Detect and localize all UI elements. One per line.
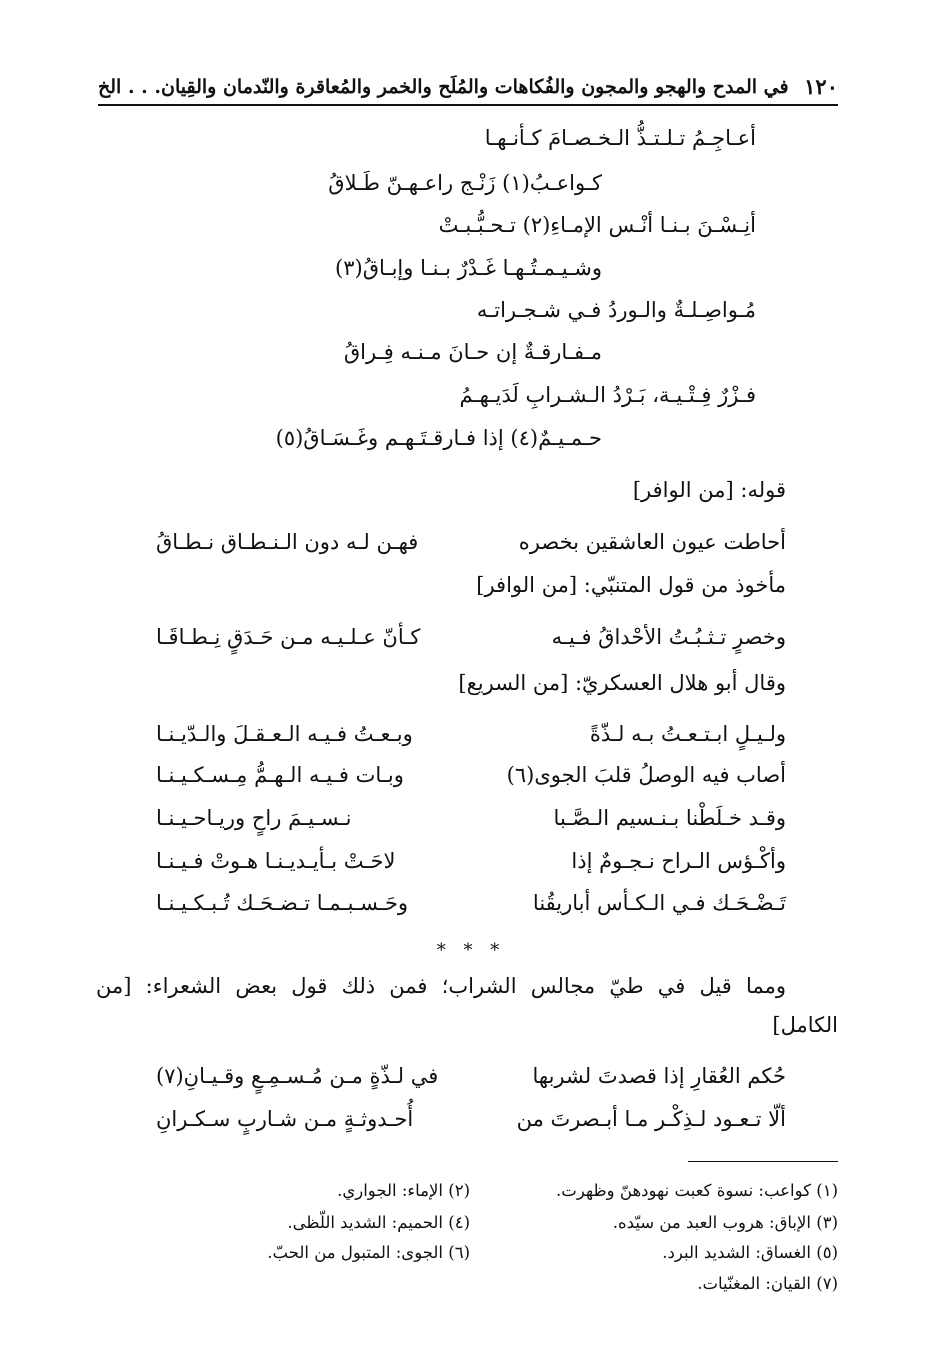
verse1-left-hemistich: فهـن لـه دون الـنـطـاق نـطـاقُ bbox=[156, 530, 419, 554]
poem1-line-1: أعـاجِـمُ تـلـتـذُّ الـخـصـامَ كـأنـهـا bbox=[484, 126, 756, 150]
footnote-1: (١) كواعب: نسوة كعبت نهودهنّ وظهرت. bbox=[556, 1181, 838, 1200]
footnote-divider bbox=[688, 1161, 838, 1162]
footnote-6: (٦) الجوى: المتبول من الحبّ. bbox=[267, 1243, 470, 1262]
intro-line-3: وقال أبو هلال العسكريّ: [من السريع] bbox=[458, 671, 786, 695]
verse2-right-hemistich: وخصرٍ تـثـبُـتُ الأحْداقُ فـيـه bbox=[551, 625, 786, 649]
poem1-line-5: مُـواصِـلـةٌ والـوردُ فـي شـجـراتـه bbox=[476, 298, 756, 322]
poem1-line-7: فـزْرٌ فِـتْـيـة، بَـرْدُ الـشـرابِ لَدَيـهـمُ bbox=[459, 383, 756, 407]
poem3-verse-1-right: حُكم العُقارِ إذا قصدتَ لشربها bbox=[532, 1064, 786, 1088]
poem1-line-2: كـواعـبُ(١) زَنْـج راعـهـنّ طَـلاقُ bbox=[328, 171, 602, 195]
footnote-4: (٤) الحميم: الشديد اللّظى. bbox=[287, 1213, 470, 1232]
poem1-line-6: مـفـارقـةٌ إن حـانَ مـنـه فِـراقُ bbox=[343, 340, 602, 364]
verse1-right-hemistich: أحاطت عيون العاشقين بخصره bbox=[518, 530, 786, 554]
section-separator: * * * bbox=[436, 940, 506, 961]
poem2-verse-5-right: تَـضْـحَـك فـي الـكـأس أباريقُنا bbox=[532, 891, 786, 915]
poem2-verse-3-left: نـسـيـمَ راحٍ وريـاحـيـنـا bbox=[156, 806, 352, 830]
footnote-5: (٥) الغساق: الشديد البرد. bbox=[662, 1243, 838, 1262]
poem2-verse-4-left: لاحَـتْ بـأيـديـنـا هـوتْ فـيـنـا bbox=[156, 849, 396, 873]
poem2-verse-1-right: ولـيـلٍ ابـتـعـتُ بـه لـذّةً bbox=[589, 722, 786, 746]
intro-line-2: مأخوذ من قول المتنبّي: [من الوافر] bbox=[476, 573, 786, 597]
footnote-7: (٧) القيان: المغنّيات. bbox=[697, 1274, 838, 1293]
page-number: ١٢٠ bbox=[804, 74, 838, 99]
poem3-verse-2-right: ألّا تـعـود لـذِكْـر مـا أبـصرتَ من bbox=[516, 1107, 786, 1131]
poem2-verse-5-left: وحَـسـبـمـا تـضـحَـك تُـبـكـيـنـا bbox=[156, 891, 409, 915]
running-header bbox=[98, 70, 838, 106]
poem2-verse-3-right: وقـد خـلَطْنا بـنـسيم الـصَّـبا bbox=[553, 806, 786, 830]
poem2-verse-1-left: وبـعـتُ فـيـه الـعـقـلَ والـدّيـنـا bbox=[156, 722, 413, 746]
poem2-verse-2-right: أصاب فيه الوصلُ قلبَ الجوى(٦) bbox=[506, 763, 786, 787]
verse2-left-hemistich: كـأنّ عـلـيـه مـن حَـدَقٍ نِـطـاقَـا bbox=[156, 625, 421, 649]
footnote-2: (٢) الإماء: الجواري. bbox=[337, 1181, 470, 1200]
prose-line-2: الكامل] bbox=[772, 1013, 838, 1037]
intro-line-1: قوله: [من الوافر] bbox=[632, 478, 786, 502]
prose-line-1: ومما قيل في طيّ مجالس الشراب؛ فمن ذلك قول بعض الشعراء: [من bbox=[96, 974, 786, 998]
poem2-verse-2-left: وبـات فـيـه الـهـمُّ مِـسـكـيـنـا bbox=[156, 763, 404, 787]
running-title: في المدح والهجو والمجون والفُكاهات والمُلَح والخمر والمُعاقرة والنّدمان والقِيان. . . الخ bbox=[98, 76, 789, 98]
poem3-verse-2-left: أُحـدوثـةٍ مـن شـاربٍ سـكـرانِ bbox=[156, 1107, 414, 1131]
footnote-3: (٣) الإباق: هروب العبد من سيّده. bbox=[612, 1213, 838, 1232]
poem1-line-4: وشـيـمـتُـهـا غَـدْرٌ بـنـا وإبـاقُ(٣) bbox=[335, 256, 602, 280]
poem1-line-8: حـمـيـمٌ(٤) إذا فـارقـتَـهـم وغَـسَـاقُ(٥) bbox=[275, 426, 602, 450]
poem2-verse-4-right: وأكْـؤس الـراح نـجـومٌ إذا bbox=[571, 849, 786, 873]
poem1-line-3: أنِـسْـنَ بـنـا أنْـس الإمـاءِ(٢) تـحـبُّـبـتْ bbox=[438, 213, 756, 237]
poem3-verse-1-left: في لـذّةٍ مـن مُـسـمِـعٍ وقـيـانِ(٧) bbox=[156, 1064, 439, 1088]
